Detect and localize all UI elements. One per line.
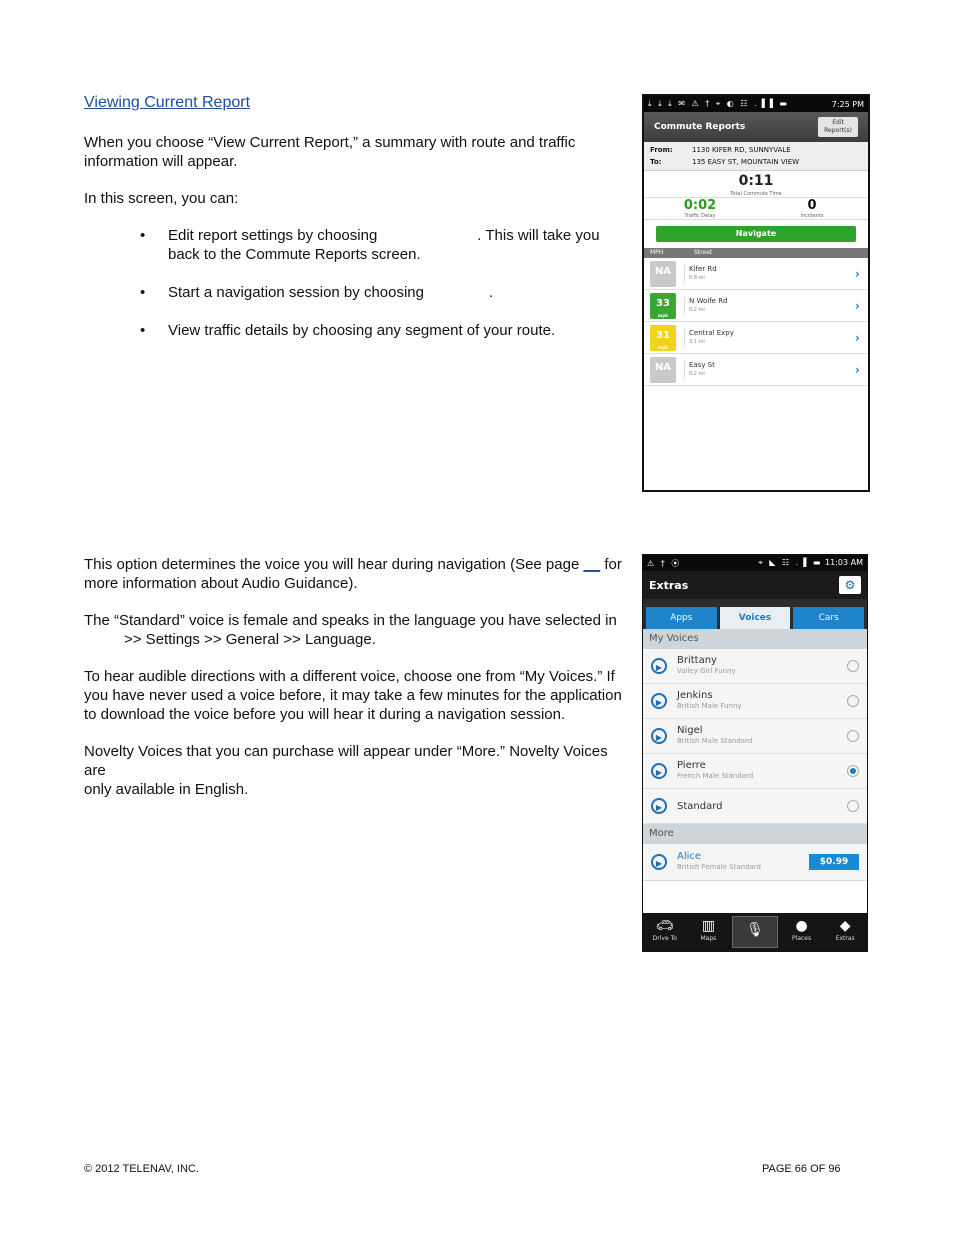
voice-desc: Valley Girl Funny — [677, 667, 736, 675]
voice-desc: British Female Standard — [677, 863, 762, 871]
voices-p3-line1: To hear audible directions with a different voice, choose one from “My Voices.” If — [84, 668, 615, 685]
extras-voices-screenshot — [642, 554, 868, 952]
voice-row[interactable] — [643, 684, 867, 719]
speed-value: 31 — [656, 329, 670, 341]
street-name-text: Central Expy — [689, 328, 734, 337]
status-time: 7:25 PM — [831, 99, 864, 109]
route-from-to — [644, 142, 868, 171]
voices-paragraph-4 — [84, 742, 629, 799]
street-name — [684, 329, 734, 347]
voice-row[interactable] — [643, 754, 867, 789]
voices-p3-line3: to download the voice before you will hear it during a navigation session. — [84, 706, 566, 723]
tab-apps[interactable]: Apps — [646, 607, 717, 629]
incidents-value: 0 — [807, 198, 817, 213]
street-row[interactable] — [644, 354, 868, 386]
speed-value: NA — [654, 361, 672, 373]
can-do-text: In this screen, you can: — [84, 190, 239, 207]
nav-drive-to[interactable] — [643, 913, 687, 951]
viewing-current-report-link[interactable]: Viewing Current Report — [84, 94, 251, 111]
traffic-delay-value: 0:02 — [683, 198, 717, 213]
bottom-nav-bar — [643, 913, 867, 951]
speed-badge — [650, 261, 676, 287]
voice-name — [677, 725, 752, 747]
street-list-header — [644, 248, 868, 258]
speed-value: NA — [654, 265, 672, 277]
street-distance: 0.8 mi — [689, 274, 705, 281]
more-header: More — [643, 824, 867, 844]
cube-icon: ◆ — [839, 918, 851, 934]
speed-badge — [650, 357, 676, 383]
voice-name — [677, 760, 753, 782]
play-icon[interactable]: ▶ — [651, 658, 667, 674]
incidents-label: Incidents — [800, 213, 824, 219]
street-name — [684, 361, 715, 379]
play-icon[interactable]: ▶ — [651, 728, 667, 744]
street-row[interactable] — [644, 290, 868, 322]
commute-reports-title-bar — [644, 112, 868, 142]
nav-places[interactable] — [780, 913, 824, 951]
voice-name-text: Pierre — [677, 760, 706, 771]
mph-column-header: MPH — [650, 249, 664, 256]
page-reference-link[interactable]: __ — [583, 556, 601, 573]
voices-p1-text: This option determines the voice you will hear during navigation (See page — [84, 556, 580, 573]
bullet-edit-text-c: back to the Commute Reports screen. — [168, 246, 421, 263]
voices-paragraph-1 — [84, 555, 629, 593]
intro-text: When you choose “View Current Report,” a summary with route and traffic information will appear. — [84, 134, 576, 170]
traffic-metrics — [644, 197, 868, 220]
chevron-right-icon: › — [855, 330, 860, 345]
voice-radio[interactable] — [847, 765, 859, 777]
play-icon[interactable]: ▶ — [651, 798, 667, 814]
voice-radio[interactable] — [847, 695, 859, 707]
play-icon[interactable]: ▶ — [651, 763, 667, 779]
street-distance: 0.2 mi — [689, 306, 705, 313]
bullet-dot: • — [140, 227, 146, 244]
voice-name-text: Standard — [677, 800, 723, 812]
street-name-text: N Wolfe Rd — [689, 296, 728, 305]
my-voices-header: My Voices — [643, 629, 867, 649]
footer-page-number: PAGE 66 OF 96 — [762, 1163, 841, 1175]
chevron-right-icon: › — [855, 266, 860, 281]
voice-name — [677, 690, 742, 712]
nav-places-label: Places — [792, 935, 812, 942]
street-name — [684, 297, 728, 315]
voice-radio[interactable] — [847, 660, 859, 672]
voices-p3-line2: you have never used a voice before, it may take a few minutes for the application — [84, 687, 622, 704]
play-icon[interactable]: ▶ — [651, 693, 667, 709]
tab-cars[interactable]: Cars — [793, 607, 864, 629]
bullet-dot: • — [140, 322, 146, 339]
voice-desc: British Male Funny — [677, 702, 742, 710]
bullet-navigate-period: . — [489, 284, 494, 301]
bullet-navigate-text: Start a navigation session by choosing — [168, 284, 424, 301]
to-value: 135 EASY ST, MOUNTAIN VIEW — [692, 158, 800, 166]
status-icons-right: ⌖ ◣ ☷ .▐ ▬ — [758, 558, 823, 567]
pin-icon: ● — [795, 918, 808, 934]
from-value: 1130 KIFER RD, SUNNYVALE — [692, 146, 791, 154]
map-icon: ▥ — [701, 918, 715, 934]
voice-name-text: Alice — [677, 851, 702, 862]
chevron-right-icon: › — [855, 362, 860, 377]
price-button[interactable]: $0.99 — [809, 854, 859, 870]
street-column-header: Street — [694, 249, 713, 256]
nav-drive-to-label: Drive To — [652, 935, 677, 942]
nav-maps[interactable] — [687, 913, 731, 951]
bullet-dot: • — [140, 284, 146, 301]
street-distance: 0.2 mi — [689, 370, 705, 377]
voice-name — [677, 801, 723, 812]
speed-badge — [650, 325, 676, 351]
voices-p2-text: The “Standard” voice is female and speaks in the language you have selected in — [84, 612, 617, 629]
voices-p2-text-b: >> Settings >> General >> Language. — [124, 631, 376, 648]
total-commute-time-label: Total Commute Time — [730, 191, 782, 197]
voice-name — [677, 851, 761, 873]
bullet-edit-text: Edit report settings by choosing — [168, 227, 378, 244]
voice-row[interactable] — [643, 649, 867, 684]
from-label: From: — [650, 146, 673, 154]
status-time: 11:03 AM — [825, 558, 863, 567]
speed-unit: mph — [658, 344, 668, 350]
voices-paragraph-2 — [84, 611, 629, 649]
total-commute-time: 0:11 — [738, 173, 774, 189]
extras-tabs — [643, 599, 867, 629]
voices-p1-text-c: more information about Audio Guidance). — [84, 575, 358, 592]
voices-paragraph-3 — [84, 667, 629, 724]
voices-p4-line1: Novelty Voices that you can purchase will appear under “More.” Novelty Voices are — [84, 743, 608, 779]
speed-value: 33 — [656, 297, 670, 309]
voice-row[interactable] — [643, 789, 867, 824]
footer-copyright: © 2012 TELENAV, INC. — [84, 1163, 199, 1175]
chevron-right-icon: › — [855, 298, 860, 313]
speed-badge — [650, 293, 676, 319]
voices-p1-for: for — [604, 556, 622, 573]
status-bar — [644, 96, 868, 112]
nav-maps-label: Maps — [700, 935, 717, 942]
street-name-text: Easy St — [689, 360, 715, 369]
voice-row-alice[interactable] — [643, 844, 867, 881]
voice-name — [677, 655, 736, 677]
status-icons-left: ⚠ † ⦿ — [647, 558, 682, 568]
status-icons: ⤓ ⤓ ⤓ ✉ ⚠ † ⌖ ◐ ☷ .▐▐ ▬ — [648, 99, 789, 108]
nav-extras-label: Extras — [835, 935, 855, 942]
microphone-icon: 🎙︎ — [746, 922, 764, 938]
tab-voices[interactable]: Voices — [720, 607, 791, 629]
street-name — [684, 265, 717, 283]
screen-title: Extras — [649, 578, 689, 592]
car-icon: 🚗︎ — [655, 918, 674, 934]
gear-icon[interactable]: ⚙ — [839, 576, 861, 594]
street-row[interactable] — [644, 258, 868, 290]
nav-voice[interactable] — [732, 916, 778, 948]
voice-name-text: Brittany — [677, 655, 717, 666]
play-icon[interactable]: ▶ — [651, 854, 667, 870]
speed-unit: mph — [658, 312, 668, 318]
voice-desc: French Male Standard — [677, 772, 754, 780]
street-list — [644, 258, 868, 386]
edit-reports-button[interactable]: Edit Report(s) — [818, 117, 858, 137]
voice-name-text: Jenkins — [677, 690, 713, 701]
bullet-edit-text-b: . This will take you — [477, 227, 600, 244]
status-bar — [643, 555, 867, 571]
intro-paragraph — [84, 133, 604, 171]
street-name-text: Kifer Rd — [689, 264, 717, 273]
voices-p4-line2: only available in English. — [84, 781, 249, 798]
voice-row[interactable] — [643, 719, 867, 754]
to-label: To: — [650, 158, 662, 166]
street-distance: 3.1 mi — [689, 338, 705, 345]
voice-radio[interactable] — [847, 800, 859, 812]
extras-title-bar — [643, 571, 867, 599]
commute-report-screenshot — [642, 94, 870, 492]
bullet-traffic-text: View traffic details by choosing any segment of your route. — [168, 322, 556, 339]
voice-desc: British Male Standard — [677, 737, 753, 745]
voice-radio[interactable] — [847, 730, 859, 742]
navigate-button[interactable]: Navigate — [656, 226, 856, 242]
nav-extras[interactable] — [823, 913, 867, 951]
street-row[interactable] — [644, 322, 868, 354]
voice-name-text: Nigel — [677, 725, 703, 736]
screen-title: Commute Reports — [654, 122, 746, 132]
voice-list — [643, 649, 867, 824]
traffic-delay-label: Traffic Delay — [684, 213, 716, 219]
